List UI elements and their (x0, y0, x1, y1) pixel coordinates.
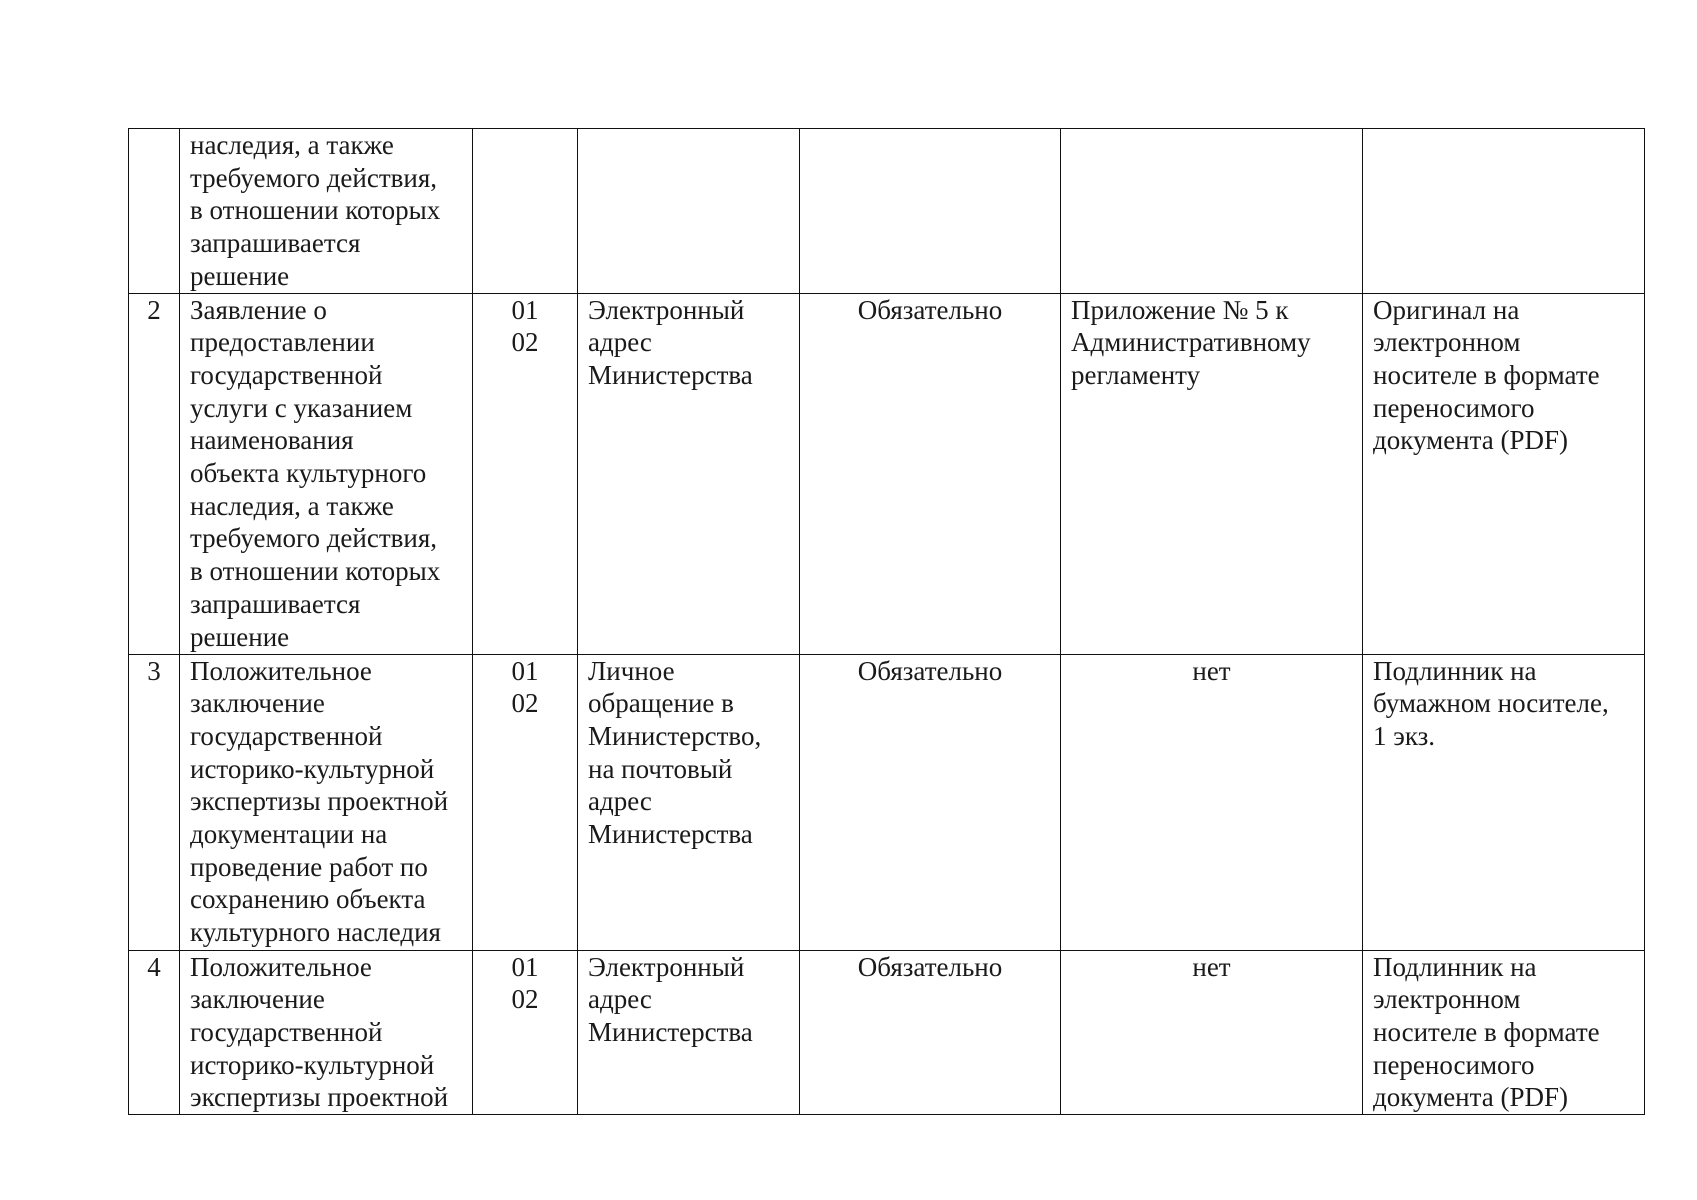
document-name-cell-line: требуемого действия, (190, 523, 438, 554)
document-form-cell-line: документа (PDF) (1373, 1082, 1569, 1113)
table-row (129, 293, 1645, 654)
code-cell-line: 01 (511, 951, 539, 982)
document-form-cell-line: носителе в формате (1373, 1016, 1600, 1047)
table-row (129, 950, 1645, 1115)
document-form-cell-line: электронном (1373, 327, 1521, 358)
document-name-cell-line: государственной (190, 359, 383, 390)
code-cell (473, 950, 578, 1115)
document-form-cell-line: Оригинал на (1373, 294, 1520, 325)
document-name-cell-line: запрашивается (190, 228, 361, 259)
code-cell-line: 02 (511, 984, 539, 1015)
document-name-cell (180, 293, 473, 654)
document-name-cell-line: заключение (190, 984, 325, 1015)
document-form-cell (1363, 293, 1645, 654)
template-cell-text (1071, 655, 1352, 688)
template-cell-line: Приложение № 5 к (1071, 294, 1289, 325)
table-body (129, 129, 1645, 1115)
row-number-cell (129, 654, 180, 950)
submission-channel-cell-line: Министерства (588, 819, 753, 850)
submission-channel-cell (578, 654, 800, 950)
code-cell-line: 01 (511, 294, 539, 325)
document-form-cell-line: документа (PDF) (1373, 425, 1569, 456)
code-cell-line: 02 (511, 688, 539, 719)
submission-channel-cell-line: Электронный (588, 951, 745, 982)
document-name-cell-line: услуги с указанием (190, 392, 413, 423)
document-name-cell-text (190, 129, 462, 293)
document-name-cell-line: историко-культурной (190, 1049, 435, 1080)
submission-channel-cell-line: Министерства (588, 359, 753, 390)
document-form-cell (1363, 129, 1645, 294)
document-name-cell-line: проведение работ по (190, 851, 428, 882)
submission-channel-cell-line: адрес (588, 786, 652, 817)
document-form-cell-line: Подлинник на (1373, 655, 1537, 686)
document-name-cell-line: Заявление о (190, 294, 327, 325)
code-cell (473, 654, 578, 950)
row-number-cell-text: 4 (147, 951, 161, 982)
requirement-cell (800, 129, 1061, 294)
template-cell-line: Административному (1071, 327, 1311, 358)
template-cell-line: нет (1192, 655, 1231, 686)
code-cell (473, 293, 578, 654)
code-cell-line: 02 (511, 327, 539, 358)
document-form-cell-line: переносимого (1373, 1049, 1535, 1080)
document-name-cell-line: государственной (190, 720, 383, 751)
document-name-cell-line: решение (190, 621, 290, 652)
submission-channel-cell-line: Электронный (588, 294, 745, 325)
document-name-cell-line: наименования (190, 425, 354, 456)
document-name-cell-line: наследия, а также (190, 130, 394, 160)
requirement-cell-text: Обязательно (857, 951, 1003, 982)
document-name-cell (180, 129, 473, 294)
document-name-cell-line: Положительное (190, 655, 372, 686)
code-cell-line: 01 (511, 655, 539, 686)
template-cell (1061, 950, 1363, 1115)
document-name-cell-line: в отношении которых (190, 556, 441, 587)
row-number-cell (129, 293, 180, 654)
code-cell-text (483, 655, 567, 720)
submission-channel-cell-line: обращение в (588, 688, 734, 719)
requirements-table (128, 128, 1645, 1115)
document-name-cell (180, 654, 473, 950)
document-name-cell-line: экспертизы проектной (190, 786, 449, 817)
template-cell-text (1071, 294, 1352, 392)
document-name-cell-line: объекта культурного (190, 458, 427, 489)
submission-channel-cell (578, 950, 800, 1115)
code-cell-text (483, 951, 567, 1016)
document-form-cell-line: электронном (1373, 984, 1521, 1015)
document-form-cell-text (1373, 294, 1634, 458)
document-name-cell-line: документации на (190, 819, 388, 850)
requirement-cell (800, 654, 1061, 950)
document-name-cell-line: Положительное (190, 951, 372, 982)
submission-channel-cell-text (588, 294, 789, 392)
row-number-cell-text: 2 (147, 294, 161, 325)
template-cell (1061, 129, 1363, 294)
requirement-cell-text: Обязательно (857, 655, 1003, 686)
table-row (129, 129, 1645, 294)
document-form-cell-line: носителе в формате (1373, 359, 1600, 390)
document-name-cell-line: запрашивается (190, 588, 361, 619)
submission-channel-cell-line: адрес (588, 984, 652, 1015)
document-name-cell-text (190, 655, 462, 949)
submission-channel-cell-line: на почтовый (588, 753, 733, 784)
requirement-cell-text: Обязательно (857, 294, 1003, 325)
table-row (129, 654, 1645, 950)
document-form-cell-line: Подлинник на (1373, 951, 1537, 982)
document-name-cell-line: предоставлении (190, 327, 375, 358)
document-name-cell-line: заключение (190, 688, 325, 719)
row-number-cell (129, 950, 180, 1115)
document-name-cell-line: историко-культурной (190, 753, 435, 784)
code-cell-text (483, 294, 567, 359)
document-name-cell-line: в отношении которых (190, 195, 441, 226)
document-name-cell-line: требуемого действия, (190, 162, 438, 193)
template-cell (1061, 654, 1363, 950)
submission-channel-cell-line: Личное (588, 655, 675, 686)
template-cell (1061, 293, 1363, 654)
submission-channel-cell-text (588, 951, 789, 1049)
document-form-cell-line: 1 экз. (1373, 720, 1436, 751)
template-cell-text (1071, 951, 1352, 984)
document-name-cell-text (190, 951, 462, 1115)
submission-channel-cell (578, 293, 800, 654)
document-form-cell (1363, 950, 1645, 1115)
document-name-cell-line: наследия, а также (190, 490, 394, 521)
submission-channel-cell-line: Министерство, (588, 720, 762, 751)
template-cell-line: нет (1192, 951, 1231, 982)
document-form-cell-text (1373, 951, 1634, 1115)
template-cell-line: регламенту (1071, 359, 1201, 390)
document-name-cell-line: государственной (190, 1016, 383, 1047)
row-number-cell (129, 129, 180, 294)
document-name-cell-line: сохранению объекта (190, 884, 426, 915)
document-name-cell (180, 950, 473, 1115)
document-form-cell (1363, 654, 1645, 950)
document-form-cell-line: бумажном носителе, (1373, 688, 1609, 719)
submission-channel-cell (578, 129, 800, 294)
submission-channel-cell-line: адрес (588, 327, 652, 358)
row-number-cell-text: 3 (147, 655, 161, 686)
document-name-cell-text (190, 294, 462, 654)
submission-channel-cell-line: Министерства (588, 1016, 753, 1047)
document-form-cell-text (1373, 655, 1634, 753)
code-cell (473, 129, 578, 294)
document-name-cell-line: культурного наследия (190, 917, 441, 948)
document-name-cell-line: экспертизы проектной (190, 1082, 449, 1113)
submission-channel-cell-text (588, 655, 789, 851)
requirement-cell (800, 293, 1061, 654)
document-name-cell-line: решение (190, 260, 290, 291)
requirement-cell (800, 950, 1061, 1115)
document-form-cell-line: переносимого (1373, 392, 1535, 423)
